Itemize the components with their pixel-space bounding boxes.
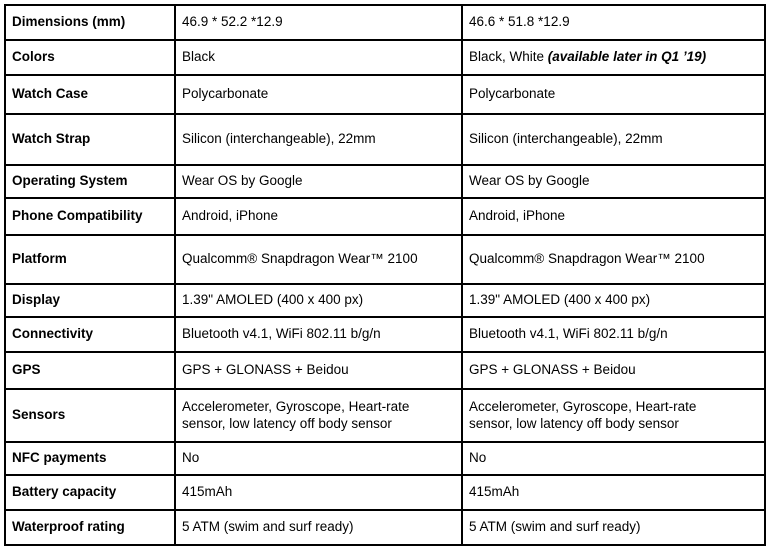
cell-operating-system-a: Wear OS by Google xyxy=(175,165,462,198)
row-label-watch-strap: Watch Strap xyxy=(5,114,175,165)
table-row xyxy=(5,75,765,114)
cell-nfc-payments-a: No xyxy=(175,442,462,475)
table-row xyxy=(5,510,765,545)
cell-sensors-a-line1: Accelerometer, Gyroscope, Heart-rate xyxy=(182,398,410,414)
table-row xyxy=(5,475,765,510)
cell-watch-strap-a: Silicon (interchangeable), 22mm xyxy=(175,114,462,165)
cell-gps-b: GPS + GLONASS + Beidou xyxy=(462,352,765,389)
row-label-battery-capacity: Battery capacity xyxy=(5,475,175,510)
row-label-phone-compatibility: Phone Compatibility xyxy=(5,198,175,235)
cell-gps-a: GPS + GLONASS + Beidou xyxy=(175,352,462,389)
cell-colors-b-note: (available later in Q1 ’19) xyxy=(547,49,707,65)
cell-display-b: 1.39" AMOLED (400 x 400 px) xyxy=(462,284,765,317)
table-row xyxy=(5,389,765,442)
cell-sensors-b-line2: sensor, low latency off body sensor xyxy=(469,416,679,431)
cell-phone-compatibility-a: Android, iPhone xyxy=(175,198,462,235)
row-label-connectivity: Connectivity xyxy=(5,317,175,352)
cell-colors-b-text: Black, White xyxy=(469,49,548,65)
cell-nfc-payments-b: No xyxy=(462,442,765,475)
cell-phone-compatibility-b: Android, iPhone xyxy=(462,198,765,235)
table-row xyxy=(5,40,765,75)
specification-sheet xyxy=(0,4,768,535)
row-label-dimensions: Dimensions (mm) xyxy=(5,5,175,40)
cell-platform-b: Qualcomm® Snapdragon Wear™ 2100 xyxy=(462,235,765,284)
table-row xyxy=(5,442,765,475)
specification-table xyxy=(4,4,766,546)
cell-sensors-a xyxy=(175,389,462,442)
table-row xyxy=(5,198,765,235)
cell-watch-strap-b: Silicon (interchangeable), 22mm xyxy=(462,114,765,165)
cell-dimensions-a: 46.9 * 52.2 *12.9 xyxy=(175,5,462,40)
cell-watch-case-a: Polycarbonate xyxy=(175,75,462,114)
table-row xyxy=(5,284,765,317)
row-label-sensors: Sensors xyxy=(5,389,175,442)
cell-battery-capacity-b: 415mAh xyxy=(462,475,765,510)
table-row xyxy=(5,165,765,198)
cell-watch-case-b: Polycarbonate xyxy=(462,75,765,114)
cell-colors-a: Black xyxy=(175,40,462,75)
row-label-operating-system: Operating System xyxy=(5,165,175,198)
cell-colors-b xyxy=(462,40,765,75)
table-row xyxy=(5,235,765,284)
cell-platform-a: Qualcomm® Snapdragon Wear™ 2100 xyxy=(175,235,462,284)
row-label-colors: Colors xyxy=(5,40,175,75)
table-row xyxy=(5,5,765,40)
row-label-nfc-payments: NFC payments xyxy=(5,442,175,475)
table-row xyxy=(5,317,765,352)
row-label-gps: GPS xyxy=(5,352,175,389)
cell-battery-capacity-a: 415mAh xyxy=(175,475,462,510)
table-row xyxy=(5,114,765,165)
cell-waterproof-rating-a: 5 ATM (swim and surf ready) xyxy=(175,510,462,545)
cell-sensors-b xyxy=(462,389,765,442)
cell-dimensions-b: 46.6 * 51.8 *12.9 xyxy=(462,5,765,40)
row-label-watch-case: Watch Case xyxy=(5,75,175,114)
cell-display-a: 1.39" AMOLED (400 x 400 px) xyxy=(175,284,462,317)
cell-sensors-b-line1: Accelerometer, Gyroscope, Heart-rate xyxy=(469,398,697,414)
cell-connectivity-b: Bluetooth v4.1, WiFi 802.11 b/g/n xyxy=(462,317,765,352)
row-label-platform: Platform xyxy=(5,235,175,284)
cell-sensors-a-line2: sensor, low latency off body sensor xyxy=(182,416,392,431)
cell-connectivity-a: Bluetooth v4.1, WiFi 802.11 b/g/n xyxy=(175,317,462,352)
row-label-display: Display xyxy=(5,284,175,317)
table-row xyxy=(5,352,765,389)
row-label-waterproof-rating: Waterproof rating xyxy=(5,510,175,545)
cell-waterproof-rating-b: 5 ATM (swim and surf ready) xyxy=(462,510,765,545)
cell-operating-system-b: Wear OS by Google xyxy=(462,165,765,198)
